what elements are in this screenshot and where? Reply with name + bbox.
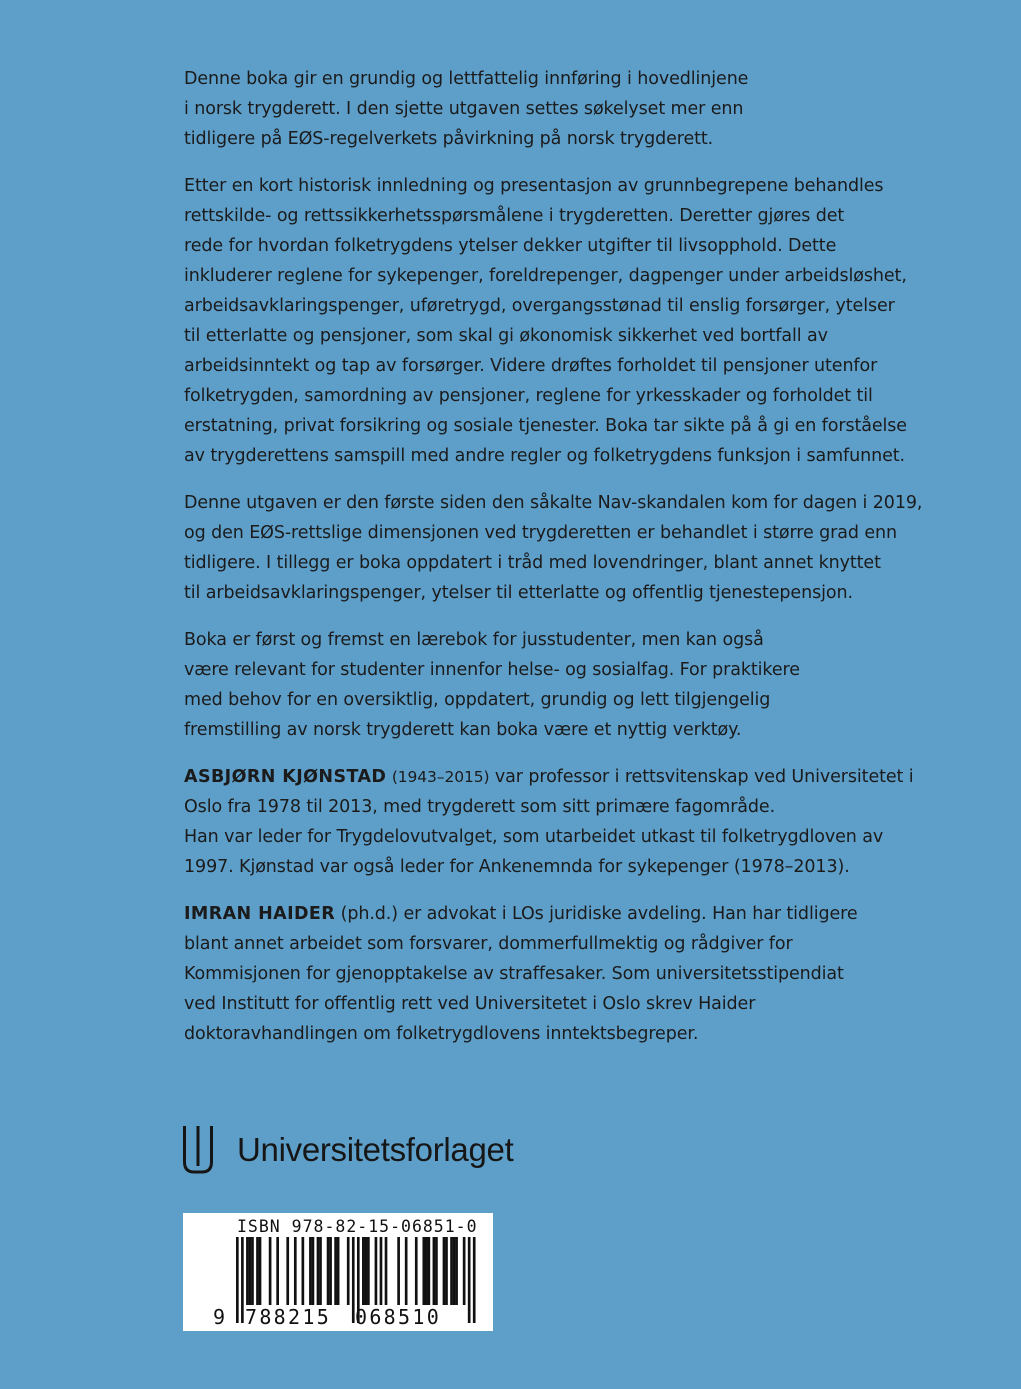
barcode-bar	[445, 1237, 448, 1305]
author-name: IMRAN HAIDER	[184, 904, 336, 924]
barcode-bar	[317, 1237, 320, 1305]
barcode-bar	[309, 1237, 312, 1305]
text-line: erstatning, privat forsikring og sosiale tjenester. Boka tar sikte på å gi en forståelse	[184, 416, 907, 436]
text-line: 1997. Kjønstad var også leder for Ankenemnda for sykepenger (1978–2013).	[184, 857, 850, 877]
barcode-bar	[365, 1237, 368, 1305]
text-line: blant annet arbeidet som forsvarer, dommerfullmektig og rådgiver for	[184, 934, 793, 954]
barcode-bar	[405, 1237, 408, 1305]
text-line: inkluderer reglene for sykepenger, foreldrepenger, dagpenger under arbeidsløshet,	[184, 266, 907, 286]
barcode-bar	[319, 1237, 322, 1305]
intro-paragraph	[184, 64, 874, 154]
barcode-bar	[241, 1237, 244, 1323]
text-line: fremstilling av norsk trygderett kan boka være et nyttig verktøy.	[184, 720, 742, 740]
barcode-bar	[329, 1237, 332, 1305]
author-name: ASBJØRN KJØNSTAD	[184, 767, 387, 787]
barcode-bar	[302, 1237, 305, 1305]
barcode-bar	[450, 1237, 453, 1305]
text-line: av trygderettens samspill med andre regler og folketrygdens funksjon i samfunnet.	[184, 446, 905, 466]
barcode-bar	[362, 1237, 365, 1305]
text-line: tidligere. I tillegg er boka oppdatert i tråd med lovendringer, blant annet knyttet	[184, 553, 881, 573]
text-line: Boka er først og fremst en lærebok for jusstudenter, men kan også	[184, 630, 764, 650]
text-line: være relevant for studenter innenfor helse- og sosialfag. For praktikere	[184, 660, 800, 680]
text-line: Denne utgaven er den første siden den såkalte Nav-skandalen kom for dagen i 2019,	[184, 493, 923, 513]
barcode-bar	[463, 1237, 466, 1305]
text-line: i norsk trygderett. I den sjette utgaven settes søkelyset mer enn	[184, 99, 744, 119]
barcode-bar	[256, 1237, 259, 1305]
barcode-bar	[397, 1237, 400, 1305]
text-line: Kommisjonen for gjenopptakelse av straffesaker. Som universitetsstipendiat	[184, 964, 844, 984]
publisher-name: Universitetsforlaget	[237, 1131, 514, 1168]
text-line: rede for hvordan folketrygdens ytelser dekker utgifter til livsopphold. Dette	[184, 236, 837, 256]
text-span: (ph.d.) er advokat i LOs juridiske avdeling. Han har tidligere	[335, 904, 858, 924]
text-line: tidligere på EØS-regelverkets påvirkning på norsk trygderett.	[184, 129, 714, 149]
author-years: (1943–2015)	[391, 768, 490, 786]
text-line: til etterlatte og pensjoner, som skal gi økonomisk sikkerhet ved bortfall av	[184, 326, 828, 346]
text-line: arbeidsinntekt og tap av forsørger. Videre drøftes forholdet til pensjoner utenfor	[184, 356, 878, 376]
barcode-bar	[276, 1237, 279, 1305]
barcode-bar	[294, 1237, 297, 1305]
barcode-bar	[453, 1237, 456, 1305]
barcode-bar	[246, 1237, 249, 1305]
text-line: Etter en kort historisk innledning og presentasjon av grunnbegrepene behandles	[184, 176, 884, 196]
barcode-bar	[251, 1237, 254, 1305]
publisher-logo	[183, 1126, 513, 1174]
barcode-bar	[443, 1237, 446, 1305]
barcode-first-digit: 9	[213, 1305, 226, 1329]
barcode-bar	[425, 1237, 428, 1305]
barcode-right-digits: 068510	[355, 1305, 442, 1329]
text-line: doktoravhandlingen om folketrygdlovens inntektsbegreper.	[184, 1024, 699, 1044]
text-line: ved Institutt for offentlig rett ved Universitetet i Oslo skrev Haider	[184, 994, 756, 1014]
barcode-bar	[468, 1237, 471, 1323]
text-span: var professor i rettsvitenskap ved Universitetet i	[489, 767, 914, 787]
barcode-bar	[249, 1237, 252, 1305]
text-line: til arbeidsavklaringspenger, ytelser til etterlatte og offentlig tjenestepensjon.	[184, 583, 853, 603]
text-line: arbeidsavklaringspenger, uføretrygd, overgangsstønad til enslig forsørger, ytelser	[184, 296, 895, 316]
text-line	[184, 899, 874, 929]
text-line: Denne boka gir en grundig og lettfattelig innføring i hovedlinjene	[184, 69, 749, 89]
barcode-bar	[236, 1237, 239, 1323]
barcode-left-digits: 788215	[245, 1305, 332, 1329]
barcode-bar	[337, 1237, 340, 1305]
barcode-bar	[433, 1237, 436, 1305]
text-line	[184, 762, 914, 792]
barcode-bar	[367, 1237, 370, 1305]
barcode-bar	[286, 1237, 289, 1305]
barcode-bar	[259, 1237, 262, 1305]
barcode-bar	[435, 1237, 438, 1305]
audience-paragraph	[184, 625, 874, 745]
barcode-bar	[415, 1237, 418, 1305]
isbn-label: ISBN 978-82-15-06851-0	[237, 1217, 478, 1236]
barcode-bar	[334, 1237, 337, 1305]
barcode-bar	[422, 1237, 425, 1305]
barcode-bar	[428, 1237, 431, 1305]
text-line: folketrygden, samordning av pensjoner, reglene for yrkesskader og forholdet til	[184, 386, 873, 406]
blurb-text	[184, 64, 923, 1066]
barcode-bar	[327, 1237, 330, 1305]
text-line: rettskilde- og rettssikkerhetsspørsmålene i trygderetten. Deretter gjøres det	[184, 206, 845, 226]
barcode-bar	[455, 1237, 458, 1305]
text-line: og den EØS-rettslige dimensjonen ved trygderetten er behandlet i større grad enn	[184, 523, 897, 543]
edition-paragraph	[184, 488, 923, 608]
barcode-bar	[385, 1237, 388, 1305]
barcode-bar	[473, 1237, 476, 1323]
barcode-bar	[269, 1237, 272, 1305]
text-line: Han var leder for Trygdelovutvalget, som utarbeidet utkast til folketrygdloven av	[184, 827, 884, 847]
barcode-bar	[347, 1237, 350, 1305]
text-line: med behov for en oversiktlig, oppdatert, grundig og lett tilgjengelig	[184, 690, 771, 710]
barcode-bar	[312, 1237, 315, 1305]
barcode-bars	[183, 1213, 493, 1331]
author-bio-haider	[184, 899, 874, 1049]
isbn-barcode	[183, 1213, 493, 1331]
barcode-bar	[380, 1237, 383, 1305]
universitetsforlaget-u-logo-icon	[183, 1126, 213, 1174]
content-paragraph	[184, 171, 907, 471]
author-bio-kjonstad	[184, 762, 914, 882]
barcode-bar	[375, 1237, 378, 1305]
text-line: Oslo fra 1978 til 2013, med trygderett som sitt primære fagområde.	[184, 797, 776, 817]
